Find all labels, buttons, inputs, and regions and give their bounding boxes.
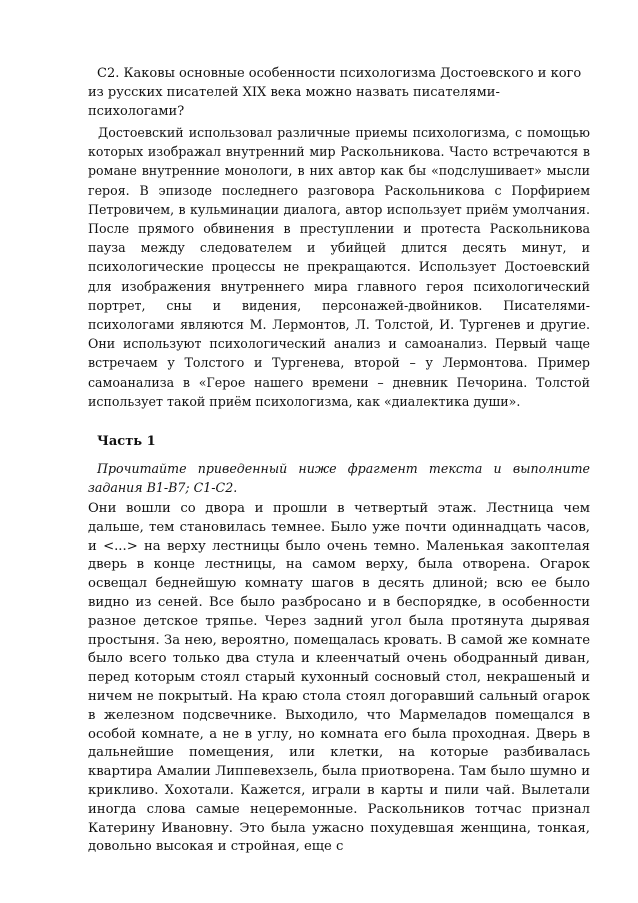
- question-c2: С2. Каковы основные особенности психологизма Достоевского и кого из русских писателей XIX века можно назвать писателями-психологами?: [88, 66, 582, 119]
- task-instructions: Прочитайте приведенный ниже фрагмент текста и выполните задания В1-В7; С1-С2.: [88, 461, 590, 495]
- part-heading: Часть 1: [97, 434, 156, 449]
- literary-excerpt: Они вошли со двора и прошли в четвертый этаж. Лестница чем дальше, тем становилась темнее. Было уже почти одиннадцать часов, и <...> на верху лестницы было очень темно. Маленькая закоптелая дверь в конце лестницы, на самом верху, была отворена. Огарок освещал беднейшую комнату шагов в десять длиной; всю ее было видно из сеней. Все было разбросано и в беспорядке, в особенности разное детское тряпье. Через задний угол была протянута дырявая простыня. За нею, вероятно, помещалась кровать. В самой же комнате было всего только два стула и клеенчатый очень ободранный диван, перед которым стоял старый кухонный сосновый стол, некрашеный и ничем не покрытый. На краю стола стоял догоравший сальный огарок в железном подсвечнике. Выходило, что Мармеладов помещался в особой комнате, а не в углу, но комната его была проходная. Дверь в дальнейшие помещения, или клетки, на которые разбивалась квартира Амалии Липпевехзель, была приотворена. Там было шумно и крикливо. Хохотали. Кажется, играли в карты и пили чай. Вылетали иногда слова самые нецеремонные. Раскольников тотчас признал Катерину Ивановну. Это была ужасно похудевшая женщина, тонкая, довольно высокая и стройная, еще с: [88, 501, 590, 855]
- answer-c2: Достоевский использовал различные приемы психологизма, с помощью которых изображал внутренний мир Раскольникова. Часто встречаются в романе внутренние монологи, в них автор как бы «подслушивает» мысли героя. В эпизоде последнего разговора Раскольникова с Порфирием Петровичем, в кульминации диалога, автор использует приём умолчания. После прямого обвинения в преступлении и протеста Раскольникова пауза между следователем и убийцей длится десять минут, и психологические процессы не прекращаются. Использует Достоевский для изображения внутреннего мира главного героя психологический портрет, сны и видения, персонажей-двойников. Писателями-психологами являются М. Лермонтов, Л. Толстой, И. Тургенев и другие. Они используют психологический анализ и самоанализ. Первый чаще встречаем у Толстого и Тургенева, второй – у Лермонтова. Пример самоанализа в «Герое нашего времени – дневник Печорина. Толстой использует такой приём психологизма, как «диалектика души».: [88, 125, 590, 409]
